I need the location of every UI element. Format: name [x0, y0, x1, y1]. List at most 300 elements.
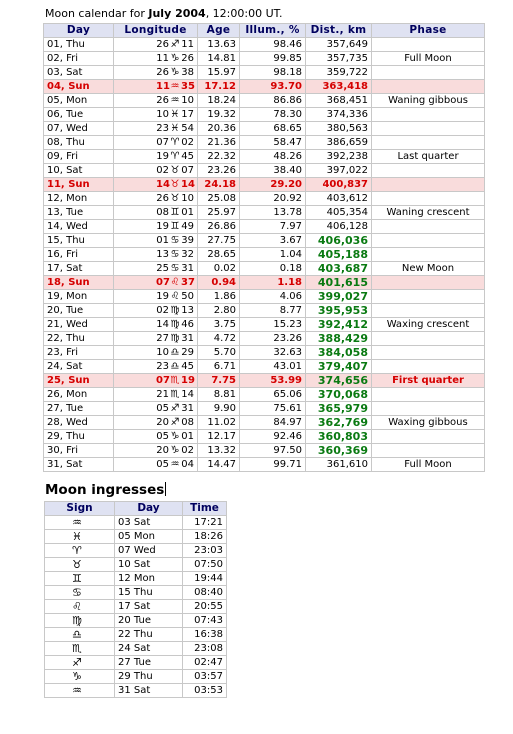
- longitude-cell: [114, 52, 198, 66]
- longitude-minutes: 01: [181, 431, 194, 442]
- phase-cell: [372, 38, 485, 52]
- day-cell: 05, Mon: [44, 94, 114, 108]
- day-cell: 30, Fri: [44, 444, 114, 458]
- age-cell: 7.75: [198, 374, 240, 388]
- distance-cell: 403,612: [306, 192, 372, 206]
- table-row: [44, 262, 485, 276]
- ingress-time-cell: 16:38: [183, 628, 227, 642]
- table-row: [44, 94, 485, 108]
- age-cell: 25.97: [198, 206, 240, 220]
- longitude-degrees: 23: [156, 123, 169, 134]
- longitude-cell: [114, 66, 198, 80]
- moon-calendar-body: [44, 38, 485, 472]
- distance-cell: 400,837: [306, 178, 372, 192]
- ingress-day-cell: 20 Tue: [115, 614, 183, 628]
- longitude-minutes: 04: [181, 459, 194, 470]
- distance-cell: 363,418: [306, 80, 372, 94]
- ingress-day-cell: 05 Mon: [115, 530, 183, 544]
- ingress-row: [45, 544, 227, 558]
- longitude-minutes: 02: [181, 445, 194, 456]
- illumination-cell: 98.46: [240, 38, 306, 52]
- longitude-cell: [114, 178, 198, 192]
- zodiac-sign-icon: ♑: [45, 670, 115, 684]
- phase-cell: [372, 164, 485, 178]
- distance-cell: 384,058: [306, 346, 372, 360]
- longitude-cell: [114, 150, 198, 164]
- day-cell: 26, Mon: [44, 388, 114, 402]
- day-cell: 23, Fri: [44, 346, 114, 360]
- longitude-minutes: 02: [181, 137, 194, 148]
- distance-cell: 368,451: [306, 94, 372, 108]
- longitude-minutes: 01: [181, 207, 194, 218]
- illumination-cell: 7.97: [240, 220, 306, 234]
- longitude-minutes: 07: [181, 165, 194, 176]
- column-header-distance: Dist., km: [306, 24, 372, 38]
- distance-cell: 374,656: [306, 374, 372, 388]
- age-cell: 20.36: [198, 122, 240, 136]
- zodiac-sign-icon: ♋: [45, 586, 115, 600]
- longitude-cell: [114, 360, 198, 374]
- longitude-degrees: 14: [156, 179, 170, 190]
- longitude-degrees: 26: [156, 95, 169, 106]
- distance-cell: 388,429: [306, 332, 372, 346]
- table-row: [44, 332, 485, 346]
- table-row: [44, 122, 485, 136]
- longitude-degrees: 10: [156, 109, 169, 120]
- illumination-cell: 58.47: [240, 136, 306, 150]
- day-cell: 19, Mon: [44, 290, 114, 304]
- age-cell: 28.65: [198, 248, 240, 262]
- illumination-cell: 92.46: [240, 430, 306, 444]
- ingress-time-cell: 18:26: [183, 530, 227, 544]
- column-header-illumination: Illum., %: [240, 24, 306, 38]
- zodiac-sign-icon: ♐: [45, 656, 115, 670]
- day-cell: 17, Sat: [44, 262, 114, 276]
- distance-cell: 392,238: [306, 150, 372, 164]
- longitude-minutes: 29: [181, 347, 194, 358]
- longitude-cell: [114, 206, 198, 220]
- distance-cell: 395,953: [306, 304, 372, 318]
- table-row: [44, 220, 485, 234]
- illumination-cell: 3.67: [240, 234, 306, 248]
- longitude-minutes: 45: [181, 361, 194, 372]
- ingresses-header-row: [45, 502, 227, 516]
- longitude-minutes: 49: [181, 221, 194, 232]
- zodiac-sign-icon: ♊: [170, 221, 180, 232]
- longitude-minutes: 45: [181, 151, 194, 162]
- day-cell: 01, Thu: [44, 38, 114, 52]
- ingress-time-cell: 07:43: [183, 614, 227, 628]
- ingress-time-cell: 17:21: [183, 516, 227, 530]
- zodiac-sign-icon: ♑: [170, 53, 180, 64]
- age-cell: 12.17: [198, 430, 240, 444]
- ingress-time-cell: 20:55: [183, 600, 227, 614]
- illumination-cell: 98.18: [240, 66, 306, 80]
- distance-cell: 357,649: [306, 38, 372, 52]
- longitude-degrees: 07: [156, 277, 170, 288]
- table-row: [44, 248, 485, 262]
- longitude-cell: [114, 80, 198, 94]
- zodiac-sign-icon: ♈: [170, 151, 180, 162]
- calendar-caption: [45, 7, 283, 20]
- longitude-minutes: 54: [181, 123, 194, 134]
- ingress-time-cell: 08:40: [183, 586, 227, 600]
- ingress-row: [45, 530, 227, 544]
- ingress-row: [45, 656, 227, 670]
- table-row: [44, 444, 485, 458]
- zodiac-sign-icon: ♍: [45, 614, 115, 628]
- caption-prefix: Moon calendar for: [45, 7, 149, 20]
- longitude-minutes: 31: [181, 333, 194, 344]
- ingress-day-cell: 24 Sat: [115, 642, 183, 656]
- ingress-row: [45, 670, 227, 684]
- longitude-minutes: 32: [181, 249, 194, 260]
- zodiac-sign-icon: ♍: [170, 305, 180, 316]
- age-cell: 0.94: [198, 276, 240, 290]
- zodiac-sign-icon: ♏: [170, 389, 180, 400]
- illumination-cell: 93.70: [240, 80, 306, 94]
- zodiac-sign-icon: ♓: [170, 109, 180, 120]
- longitude-cell: [114, 416, 198, 430]
- longitude-degrees: 26: [156, 67, 169, 78]
- longitude-degrees: 21: [156, 389, 169, 400]
- longitude-cell: [114, 458, 198, 472]
- longitude-cell: [114, 136, 198, 150]
- phase-cell: [372, 430, 485, 444]
- longitude-cell: [114, 290, 198, 304]
- longitude-minutes: 10: [181, 193, 194, 204]
- longitude-minutes: 50: [181, 291, 194, 302]
- illumination-cell: 15.23: [240, 318, 306, 332]
- longitude-minutes: 31: [181, 403, 194, 414]
- zodiac-sign-icon: ♍: [170, 333, 180, 344]
- table-row: [44, 38, 485, 52]
- caption-month: July 2004: [148, 7, 206, 20]
- distance-cell: 399,027: [306, 290, 372, 304]
- illumination-cell: 1.04: [240, 248, 306, 262]
- day-cell: 22, Thu: [44, 332, 114, 346]
- zodiac-sign-icon: ♐: [170, 417, 180, 428]
- distance-cell: 365,979: [306, 402, 372, 416]
- longitude-degrees: 14: [156, 319, 169, 330]
- zodiac-sign-icon: ♑: [170, 431, 180, 442]
- phase-cell: Waning gibbous: [372, 94, 485, 108]
- table-row: [44, 66, 485, 80]
- longitude-degrees: 19: [156, 291, 169, 302]
- ingress-row: [45, 572, 227, 586]
- zodiac-sign-icon: ♒: [170, 95, 180, 106]
- longitude-minutes: 19: [181, 375, 195, 386]
- longitude-minutes: 31: [181, 263, 194, 274]
- column-header-day: Day: [44, 24, 114, 38]
- distance-cell: 403,687: [306, 262, 372, 276]
- zodiac-sign-icon: ♒: [170, 459, 180, 470]
- longitude-minutes: 35: [181, 81, 195, 92]
- age-cell: 13.63: [198, 38, 240, 52]
- zodiac-sign-icon: ♓: [45, 530, 115, 544]
- phase-cell: [372, 304, 485, 318]
- table-row: [44, 318, 485, 332]
- zodiac-sign-icon: ♎: [170, 361, 180, 372]
- illumination-cell: 20.92: [240, 192, 306, 206]
- distance-cell: 392,412: [306, 318, 372, 332]
- longitude-cell: [114, 430, 198, 444]
- table-row: [44, 136, 485, 150]
- phase-cell: [372, 220, 485, 234]
- column-header-time: Time: [183, 502, 227, 516]
- day-cell: 29, Thu: [44, 430, 114, 444]
- longitude-degrees: 23: [156, 361, 169, 372]
- longitude-cell: [114, 276, 198, 290]
- table-row: [44, 108, 485, 122]
- illumination-cell: 86.86: [240, 94, 306, 108]
- zodiac-sign-icon: ♋: [170, 249, 180, 260]
- ingress-row: [45, 614, 227, 628]
- ingresses-title-text: Moon ingresses: [45, 482, 165, 498]
- phase-cell: [372, 136, 485, 150]
- age-cell: 15.97: [198, 66, 240, 80]
- distance-cell: 397,022: [306, 164, 372, 178]
- longitude-cell: [114, 388, 198, 402]
- longitude-minutes: 08: [181, 417, 194, 428]
- phase-cell: Last quarter: [372, 150, 485, 164]
- age-cell: 1.86: [198, 290, 240, 304]
- phase-cell: Waxing crescent: [372, 318, 485, 332]
- longitude-cell: [114, 248, 198, 262]
- longitude-minutes: 10: [181, 95, 194, 106]
- illumination-cell: 0.18: [240, 262, 306, 276]
- longitude-cell: [114, 192, 198, 206]
- distance-cell: 359,722: [306, 66, 372, 80]
- distance-cell: 401,615: [306, 276, 372, 290]
- day-cell: 31, Sat: [44, 458, 114, 472]
- day-cell: 03, Sat: [44, 66, 114, 80]
- distance-cell: 386,659: [306, 136, 372, 150]
- ingress-time-cell: 19:44: [183, 572, 227, 586]
- phase-cell: [372, 122, 485, 136]
- ingress-day-cell: 03 Sat: [115, 516, 183, 530]
- illumination-cell: 48.26: [240, 150, 306, 164]
- illumination-cell: 99.85: [240, 52, 306, 66]
- zodiac-sign-icon: ♓: [170, 123, 180, 134]
- zodiac-sign-icon: ♌: [170, 277, 180, 288]
- longitude-degrees: 19: [156, 151, 169, 162]
- phase-cell: [372, 332, 485, 346]
- phase-cell: [372, 248, 485, 262]
- illumination-cell: 97.50: [240, 444, 306, 458]
- distance-cell: 405,354: [306, 206, 372, 220]
- table-row: [44, 290, 485, 304]
- longitude-minutes: 14: [181, 179, 195, 190]
- zodiac-sign-icon: ♋: [170, 263, 180, 274]
- zodiac-sign-icon: ♌: [170, 291, 180, 302]
- ingress-day-cell: 10 Sat: [115, 558, 183, 572]
- column-header-age: Age: [198, 24, 240, 38]
- table-row: [44, 304, 485, 318]
- longitude-degrees: 07: [156, 375, 170, 386]
- zodiac-sign-icon: ♎: [170, 347, 180, 358]
- phase-cell: [372, 66, 485, 80]
- phase-cell: [372, 108, 485, 122]
- table-row: [44, 234, 485, 248]
- age-cell: 2.80: [198, 304, 240, 318]
- table-row: [44, 388, 485, 402]
- age-cell: 23.26: [198, 164, 240, 178]
- longitude-minutes: 26: [181, 53, 194, 64]
- longitude-degrees: 25: [156, 263, 169, 274]
- age-cell: 24.18: [198, 178, 240, 192]
- age-cell: 8.81: [198, 388, 240, 402]
- column-header-sign: Sign: [45, 502, 115, 516]
- ingress-row: [45, 600, 227, 614]
- age-cell: 4.72: [198, 332, 240, 346]
- ingress-time-cell: 23:08: [183, 642, 227, 656]
- phase-cell: Full Moon: [372, 458, 485, 472]
- distance-cell: 379,407: [306, 360, 372, 374]
- zodiac-sign-icon: ♌: [45, 600, 115, 614]
- longitude-cell: [114, 444, 198, 458]
- phase-cell: [372, 388, 485, 402]
- text-cursor: [165, 482, 166, 496]
- illumination-cell: 13.78: [240, 206, 306, 220]
- longitude-degrees: 01: [156, 235, 169, 246]
- day-cell: 25, Sun: [44, 374, 114, 388]
- zodiac-sign-icon: ♈: [170, 137, 180, 148]
- longitude-degrees: 10: [156, 347, 169, 358]
- ingress-time-cell: 03:53: [183, 684, 227, 698]
- longitude-degrees: 20: [156, 417, 169, 428]
- longitude-degrees: 11: [156, 53, 169, 64]
- zodiac-sign-icon: ♋: [170, 235, 180, 246]
- table-row: [44, 430, 485, 444]
- age-cell: 13.32: [198, 444, 240, 458]
- longitude-cell: [114, 220, 198, 234]
- illumination-cell: 75.61: [240, 402, 306, 416]
- longitude-degrees: 13: [156, 249, 169, 260]
- distance-cell: 370,068: [306, 388, 372, 402]
- ingress-row: [45, 684, 227, 698]
- day-cell: 09, Fri: [44, 150, 114, 164]
- zodiac-sign-icon: ♉: [170, 179, 180, 190]
- table-row: [44, 346, 485, 360]
- day-cell: 04, Sun: [44, 80, 114, 94]
- illumination-cell: 78.30: [240, 108, 306, 122]
- phase-cell: [372, 80, 485, 94]
- table-row: [44, 276, 485, 290]
- phase-cell: [372, 290, 485, 304]
- longitude-cell: [114, 164, 198, 178]
- zodiac-sign-icon: ♐: [170, 403, 180, 414]
- zodiac-sign-icon: ♒: [170, 81, 180, 92]
- zodiac-sign-icon: ♉: [170, 193, 180, 204]
- day-cell: 16, Fri: [44, 248, 114, 262]
- longitude-cell: [114, 38, 198, 52]
- day-cell: 07, Wed: [44, 122, 114, 136]
- phase-cell: [372, 178, 485, 192]
- day-cell: 15, Thu: [44, 234, 114, 248]
- zodiac-sign-icon: ♑: [170, 67, 180, 78]
- longitude-minutes: 13: [181, 305, 194, 316]
- day-cell: 27, Tue: [44, 402, 114, 416]
- day-cell: 06, Tue: [44, 108, 114, 122]
- phase-cell: [372, 360, 485, 374]
- table-row: [44, 192, 485, 206]
- longitude-degrees: 11: [156, 81, 170, 92]
- longitude-degrees: 02: [156, 305, 169, 316]
- moon-ingresses-table: [44, 501, 227, 698]
- illumination-cell: 53.99: [240, 374, 306, 388]
- zodiac-sign-icon: ♏: [45, 642, 115, 656]
- zodiac-sign-icon: ♊: [170, 207, 180, 218]
- illumination-cell: 32.63: [240, 346, 306, 360]
- longitude-degrees: 19: [156, 221, 169, 232]
- age-cell: 22.32: [198, 150, 240, 164]
- longitude-minutes: 38: [181, 67, 194, 78]
- distance-cell: 406,036: [306, 234, 372, 248]
- zodiac-sign-icon: ♒: [45, 516, 115, 530]
- illumination-cell: 68.65: [240, 122, 306, 136]
- longitude-degrees: 26: [156, 39, 169, 50]
- illumination-cell: 65.06: [240, 388, 306, 402]
- zodiac-sign-icon: ♏: [170, 375, 180, 386]
- age-cell: 14.81: [198, 52, 240, 66]
- ingress-day-cell: 31 Sat: [115, 684, 183, 698]
- ingress-row: [45, 628, 227, 642]
- day-cell: 21, Wed: [44, 318, 114, 332]
- phase-cell: [372, 276, 485, 290]
- longitude-degrees: 05: [156, 403, 169, 414]
- day-cell: 28, Wed: [44, 416, 114, 430]
- phase-cell: [372, 192, 485, 206]
- zodiac-sign-icon: ♐: [170, 39, 180, 50]
- distance-cell: 405,188: [306, 248, 372, 262]
- longitude-cell: [114, 262, 198, 276]
- age-cell: 9.90: [198, 402, 240, 416]
- ingress-day-cell: 29 Thu: [115, 670, 183, 684]
- age-cell: 26.86: [198, 220, 240, 234]
- moon-calendar-table: [43, 23, 485, 472]
- zodiac-sign-icon: ♑: [170, 445, 180, 456]
- ingress-day-cell: 17 Sat: [115, 600, 183, 614]
- longitude-degrees: 20: [156, 445, 169, 456]
- zodiac-sign-icon: ♈: [45, 544, 115, 558]
- illumination-cell: 99.71: [240, 458, 306, 472]
- ingress-row: [45, 586, 227, 600]
- longitude-cell: [114, 318, 198, 332]
- longitude-cell: [114, 122, 198, 136]
- longitude-cell: [114, 402, 198, 416]
- illumination-cell: 4.06: [240, 290, 306, 304]
- phase-cell: First quarter: [372, 374, 485, 388]
- day-cell: 08, Thu: [44, 136, 114, 150]
- longitude-cell: [114, 94, 198, 108]
- day-cell: 10, Sat: [44, 164, 114, 178]
- day-cell: 18, Sun: [44, 276, 114, 290]
- phase-cell: Waning crescent: [372, 206, 485, 220]
- ingress-time-cell: 23:03: [183, 544, 227, 558]
- ingress-time-cell: 03:57: [183, 670, 227, 684]
- distance-cell: 374,336: [306, 108, 372, 122]
- longitude-cell: [114, 346, 198, 360]
- zodiac-sign-icon: ♉: [170, 165, 180, 176]
- longitude-minutes: 11: [181, 39, 194, 50]
- age-cell: 6.71: [198, 360, 240, 374]
- zodiac-sign-icon: ♍: [170, 319, 180, 330]
- phase-cell: Full Moon: [372, 52, 485, 66]
- distance-cell: 361,610: [306, 458, 372, 472]
- phase-cell: New Moon: [372, 262, 485, 276]
- day-cell: 14, Wed: [44, 220, 114, 234]
